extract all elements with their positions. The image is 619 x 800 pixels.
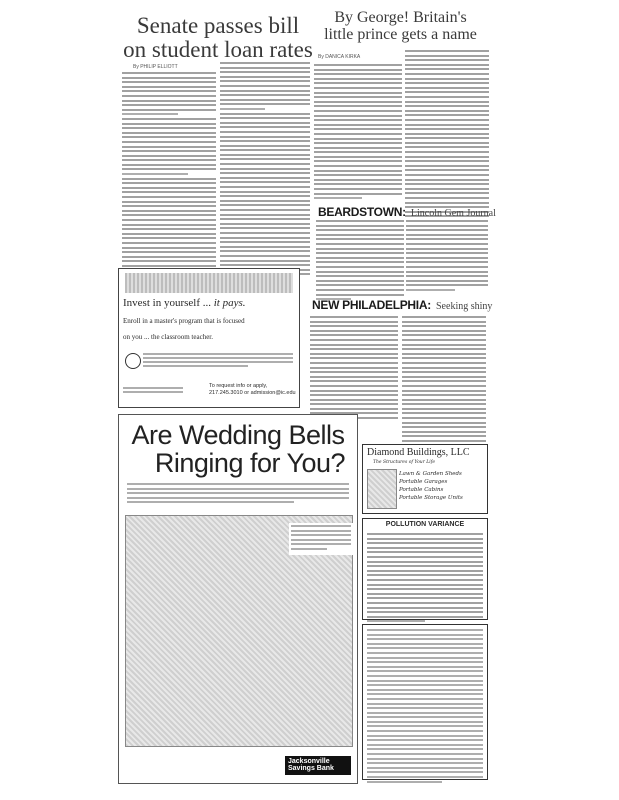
right-story-col1 — [314, 64, 402, 202]
diamond-item-2: Portable Garages — [399, 478, 448, 485]
right-headline-line1: By George! Britain's — [334, 9, 467, 26]
left-headline-line2: on student loan rates — [123, 37, 313, 63]
contact-line1: To request info or apply, — [209, 383, 268, 389]
tagline-emphasis: it pays. — [213, 297, 246, 309]
new-philadelphia-subtitle: Seeking shiny — [436, 301, 493, 312]
beardstown-header — [318, 201, 496, 220]
right-story-col2 — [405, 50, 489, 220]
beardstown-col1 — [316, 220, 404, 303]
wedding-headline-line1: Are Wedding Bells — [131, 420, 345, 450]
diamond-item-3: Portable Cabins — [399, 486, 444, 493]
education-ad — [118, 268, 300, 408]
education-ad-tagline — [123, 297, 246, 309]
contact-line2: 217.245.3010 or admission@ic.edu — [209, 390, 296, 397]
pollution-variance-notice — [362, 518, 488, 620]
wedding-ad-offer-text — [289, 523, 353, 555]
diamond-item-4: Portable Storage Units — [399, 494, 463, 501]
wedding-ad-brand: Jacksonville Savings Bank — [285, 756, 351, 775]
legal-notices — [362, 624, 488, 780]
beardstown-subtitle: Lincoln Gem Journal — [410, 208, 496, 219]
education-ad-line3: on you ... the classroom teacher. — [123, 333, 214, 341]
right-headline-line2: little prince gets a name — [324, 25, 477, 43]
new-philadelphia-col1 — [310, 316, 398, 422]
wedding-ad — [118, 414, 358, 784]
diamond-item-1: Lawn & Garden Sheds — [399, 471, 462, 477]
diamond-buildings-ad — [362, 444, 488, 514]
diamond-ad-list — [399, 471, 463, 503]
diamond-ad-title: Diamond Buildings, LLC — [367, 447, 470, 458]
wedding-ad-headline — [119, 421, 357, 478]
wedding-ad-intro — [127, 483, 349, 506]
left-story-col1 — [122, 72, 216, 279]
right-story-byline: By DANICA KIRKA — [318, 54, 361, 60]
new-philadelphia-label: NEW PHILADELPHIA: — [312, 298, 431, 312]
beardstown-col2 — [406, 220, 488, 294]
left-headline-line1: Senate passes bill — [136, 13, 300, 38]
pollution-title: POLLUTION VARIANCE — [385, 521, 465, 528]
left-story-col2 — [220, 62, 310, 278]
pollution-body — [367, 533, 483, 625]
new-philadelphia-header — [312, 294, 492, 313]
education-ad-contact — [209, 383, 296, 397]
diamond-ad-shed-image — [367, 469, 397, 509]
education-ad-logo-icon — [125, 353, 141, 369]
new-philadelphia-col2 — [402, 316, 486, 454]
left-story-byline: By PHILIP ELLIOTT — [133, 64, 178, 70]
legal-notices-body — [367, 629, 483, 785]
tagline-plain: Invest in yourself ... — [123, 297, 211, 309]
education-ad-banner — [125, 273, 293, 293]
left-story-headline — [118, 14, 318, 62]
education-ad-line2: Enroll in a master's program that is focused — [123, 317, 245, 325]
education-ad-fineprint — [143, 353, 293, 369]
education-ad-contact-left — [123, 387, 183, 395]
wedding-headline-line2: Ringing for You? — [154, 448, 346, 479]
diamond-ad-subtitle: The Structures of Your Life — [373, 460, 436, 465]
beardstown-label: BEARDSTOWN: — [318, 205, 406, 219]
right-story-headline — [318, 10, 483, 44]
